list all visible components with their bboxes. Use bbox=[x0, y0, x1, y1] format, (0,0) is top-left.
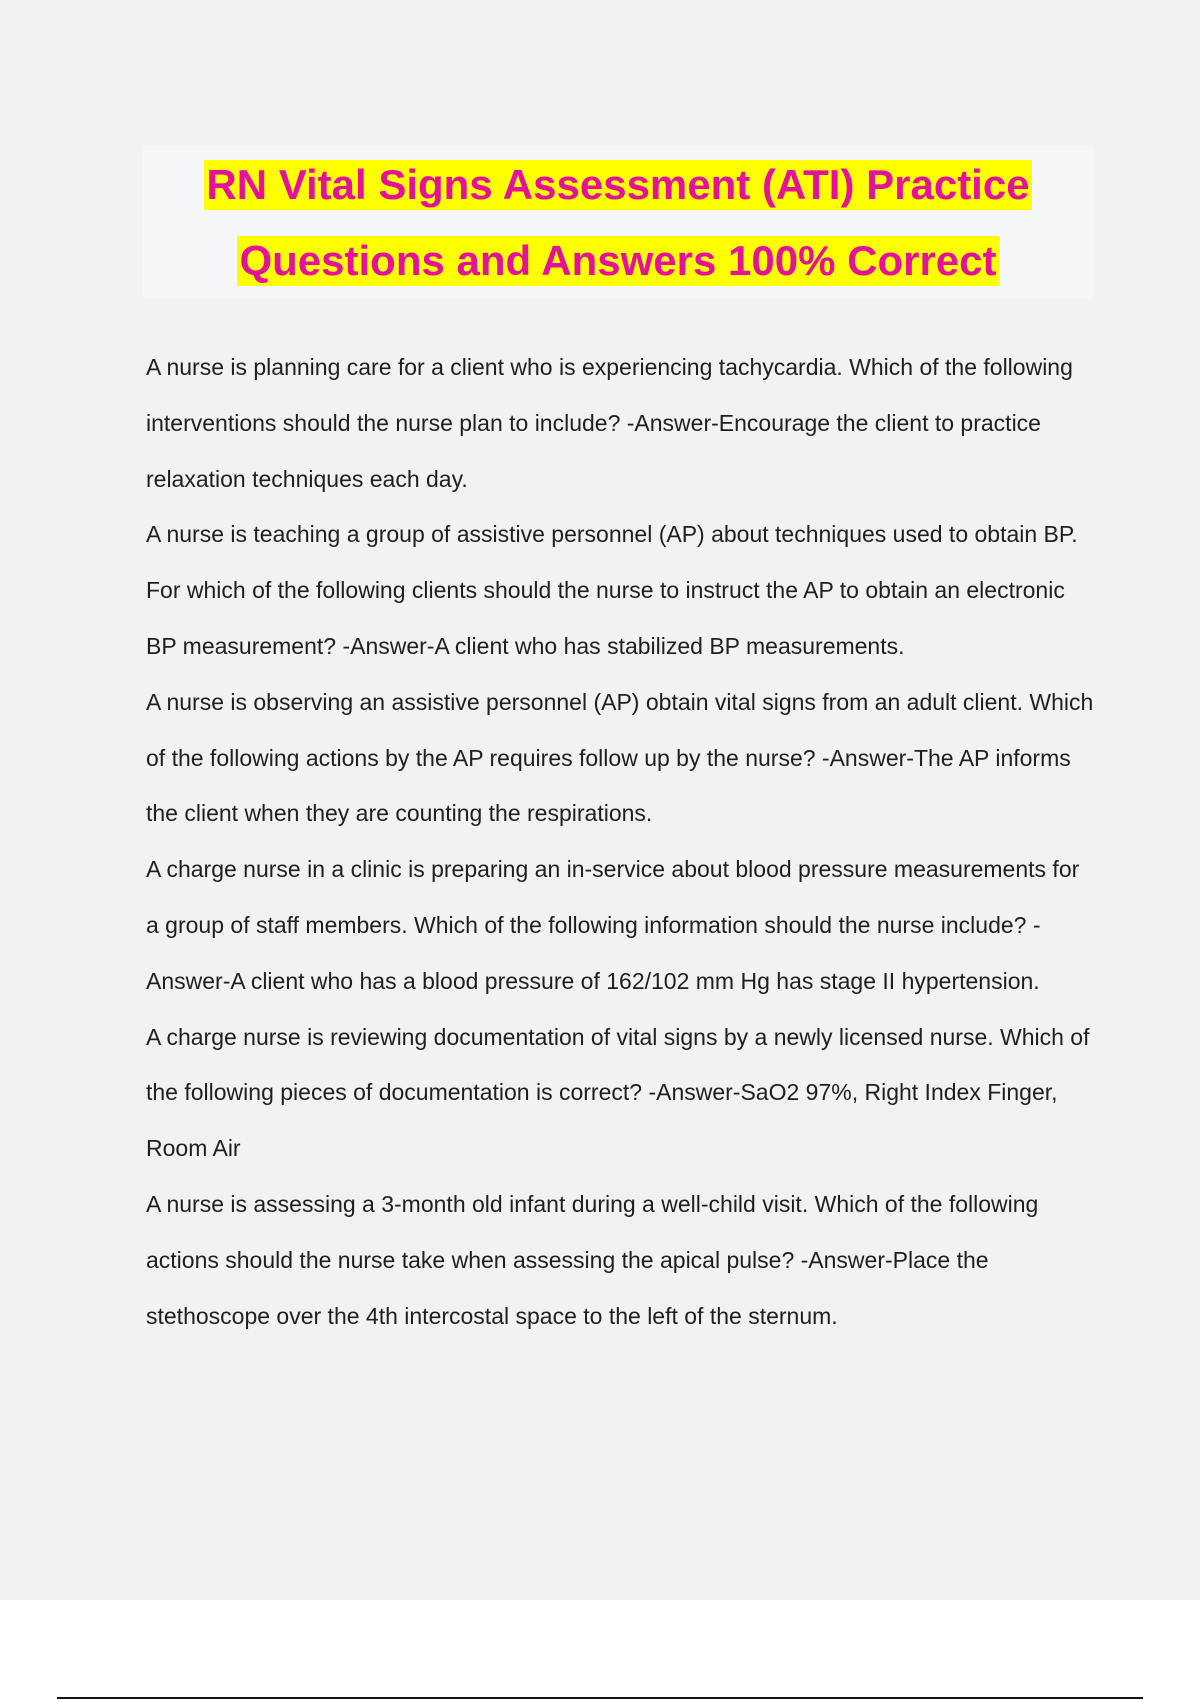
title-line-2: Questions and Answers 100% Correct bbox=[239, 236, 997, 284]
qa-item-2: A nurse is teaching a group of assistive personnel (AP) about techniques used to obtain BP. For which of the following clients should the nurse to instruct the AP to obtain an electronic BP measurement? -Answer-A client who has stabilized BP measurements. bbox=[146, 521, 1078, 659]
title-line-1: RN Vital Signs Assessment (ATI) Practice bbox=[206, 160, 1030, 208]
page-divider bbox=[57, 1697, 1143, 1699]
qa-item-3: A nurse is observing an assistive personnel (AP) obtain vital signs from an adult client. Which of the following actions by the AP requires follow up by the nurse? -Answer-The AP informs the client when they are counting the respirations. bbox=[146, 688, 1094, 827]
document-title bbox=[143, 145, 1093, 299]
qa-item-4: A charge nurse in a clinic is preparing an in-service about blood pressure measurements for a group of staff members. Which of the following information should the nurse include? -Answer-A client who has a blood pressure of 162/102 mm Hg has stage II hypertension. bbox=[146, 856, 1080, 994]
qa-list bbox=[146, 340, 1096, 1344]
qa-item-1: A nurse is planning care for a client who is experiencing tachycardia. Which of the following interventions should the nurse plan to include? -Answer-Encourage the client to practice relaxation techniques each day. bbox=[146, 354, 1073, 492]
qa-item-5: A charge nurse is reviewing documentation of vital signs by a newly licensed nurse. Which of the following pieces of documentation is correct? -Answer-SaO2 97%, Right Index Finger, Room Air bbox=[146, 1023, 1090, 1162]
qa-item-6: A nurse is assessing a 3-month old infant during a well-child visit. Which of the following actions should the nurse take when assessing the apical pulse? -Answer-Place the stethoscope over the 4th intercostal space to the left of the sternum. bbox=[146, 1190, 1039, 1329]
